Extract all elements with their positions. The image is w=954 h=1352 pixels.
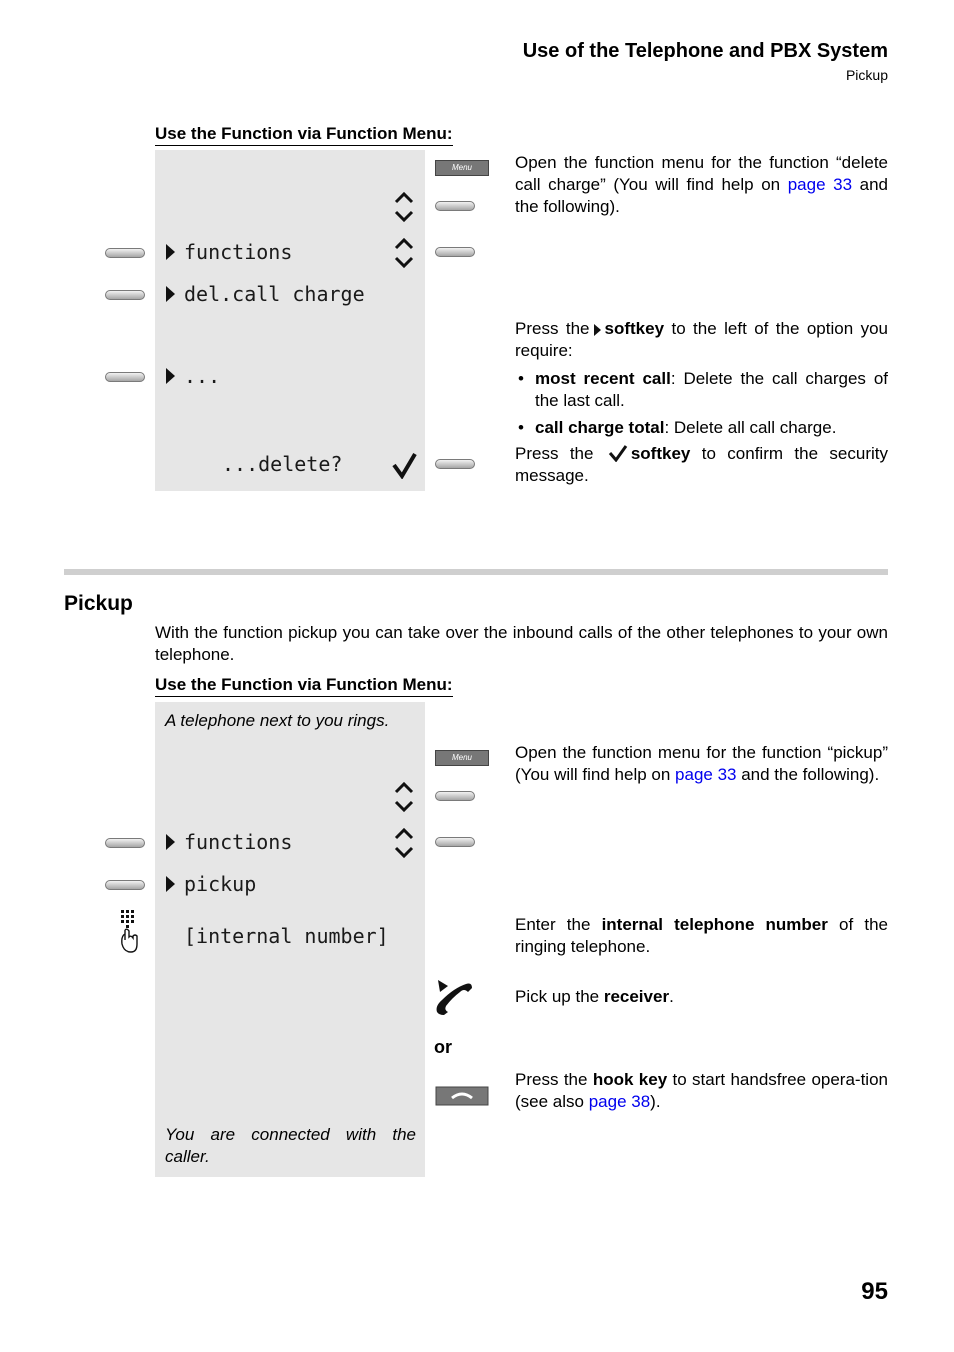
step-open-menu: Open the function menu for the function “delete call charge” (You will find help on page 33 and the following). — [515, 153, 888, 216]
keypad-icon — [115, 908, 143, 956]
step-hook-key: Press the hook key to start handsfree opera-tion (see also page 38). — [515, 1070, 888, 1111]
section-divider — [64, 569, 888, 575]
triangle-right-icon — [166, 876, 175, 892]
checkmark-icon — [608, 444, 628, 462]
display-panel — [155, 150, 425, 491]
header-subtitle: Pickup — [845, 67, 888, 83]
menu-key-icon[interactable]: Menu — [435, 160, 489, 176]
page-link[interactable]: page 38 — [588, 1092, 651, 1111]
list-item: • call charge total: Delete all call charge. — [515, 417, 888, 439]
softkey-icon[interactable] — [105, 290, 145, 300]
section-heading: Use the Function via Function Menu: — [155, 675, 453, 697]
softkey-icon[interactable] — [435, 201, 475, 211]
hook-key-icon[interactable] — [435, 1086, 489, 1106]
lcd-pickup: pickup — [184, 872, 257, 896]
softkey-icon[interactable] — [435, 837, 475, 847]
triangle-right-icon — [166, 834, 175, 850]
connected-note: You are connected with the caller. — [165, 1125, 416, 1166]
page-link[interactable]: page 33 — [675, 765, 737, 784]
navigation-arrows-icon — [393, 236, 415, 270]
lcd-functions: functions — [184, 830, 293, 854]
step-confirm: Press the softkey to confirm the security message. — [515, 444, 888, 485]
triangle-right-icon — [166, 286, 175, 302]
page-link[interactable]: page 33 — [787, 175, 853, 194]
triangle-right-icon — [594, 324, 601, 336]
softkey-icon[interactable] — [105, 838, 145, 848]
triangle-right-icon — [166, 244, 175, 260]
ring-note: A telephone next to you rings. — [165, 711, 390, 730]
or-label: or — [434, 1037, 452, 1057]
list-item: • most recent call: Delete the call charges of the last call. — [515, 368, 888, 412]
step-enter-number: Enter the internal telephone number of the ringing telephone. — [515, 915, 888, 956]
menu-key-icon[interactable]: Menu — [435, 750, 489, 766]
receiver-icon — [434, 978, 474, 1016]
lcd-dots: ... — [184, 364, 221, 388]
softkey-icon[interactable] — [435, 459, 475, 469]
checkmark-icon — [392, 451, 418, 479]
softkey-icon[interactable] — [435, 247, 475, 257]
options-list — [515, 368, 888, 444]
step-press-softkey: Press the softkey to the left of the option you require: — [515, 319, 889, 360]
page-number: 95 — [861, 1278, 888, 1305]
pickup-title: Pickup — [64, 592, 133, 615]
lcd-delete: ...delete? — [222, 452, 343, 476]
softkey-icon[interactable] — [105, 372, 145, 382]
header-title: Use of the Telephone and PBX System — [522, 40, 888, 62]
step-open-menu: Open the function menu for the function “pickup” (You will find help on page 33 and the following). — [515, 743, 888, 784]
lcd-internal-number: [internal number] — [184, 924, 389, 948]
softkey-icon[interactable] — [435, 791, 475, 801]
softkey-icon[interactable] — [105, 248, 145, 258]
triangle-right-icon — [166, 368, 175, 384]
navigation-arrows-icon — [393, 190, 415, 224]
step-pick-up-receiver: Pick up the receiver. — [515, 987, 674, 1006]
softkey-icon[interactable] — [105, 880, 145, 890]
pickup-intro: With the function pickup you can take over the inbound calls of the other telephones to your own telephone. — [155, 623, 888, 664]
section-heading: Use the Function via Function Menu: — [155, 124, 453, 146]
navigation-arrows-icon — [393, 826, 415, 860]
navigation-arrows-icon — [393, 780, 415, 814]
lcd-functions: functions — [184, 240, 293, 264]
lcd-del-call-charge: del.call charge — [184, 282, 365, 306]
